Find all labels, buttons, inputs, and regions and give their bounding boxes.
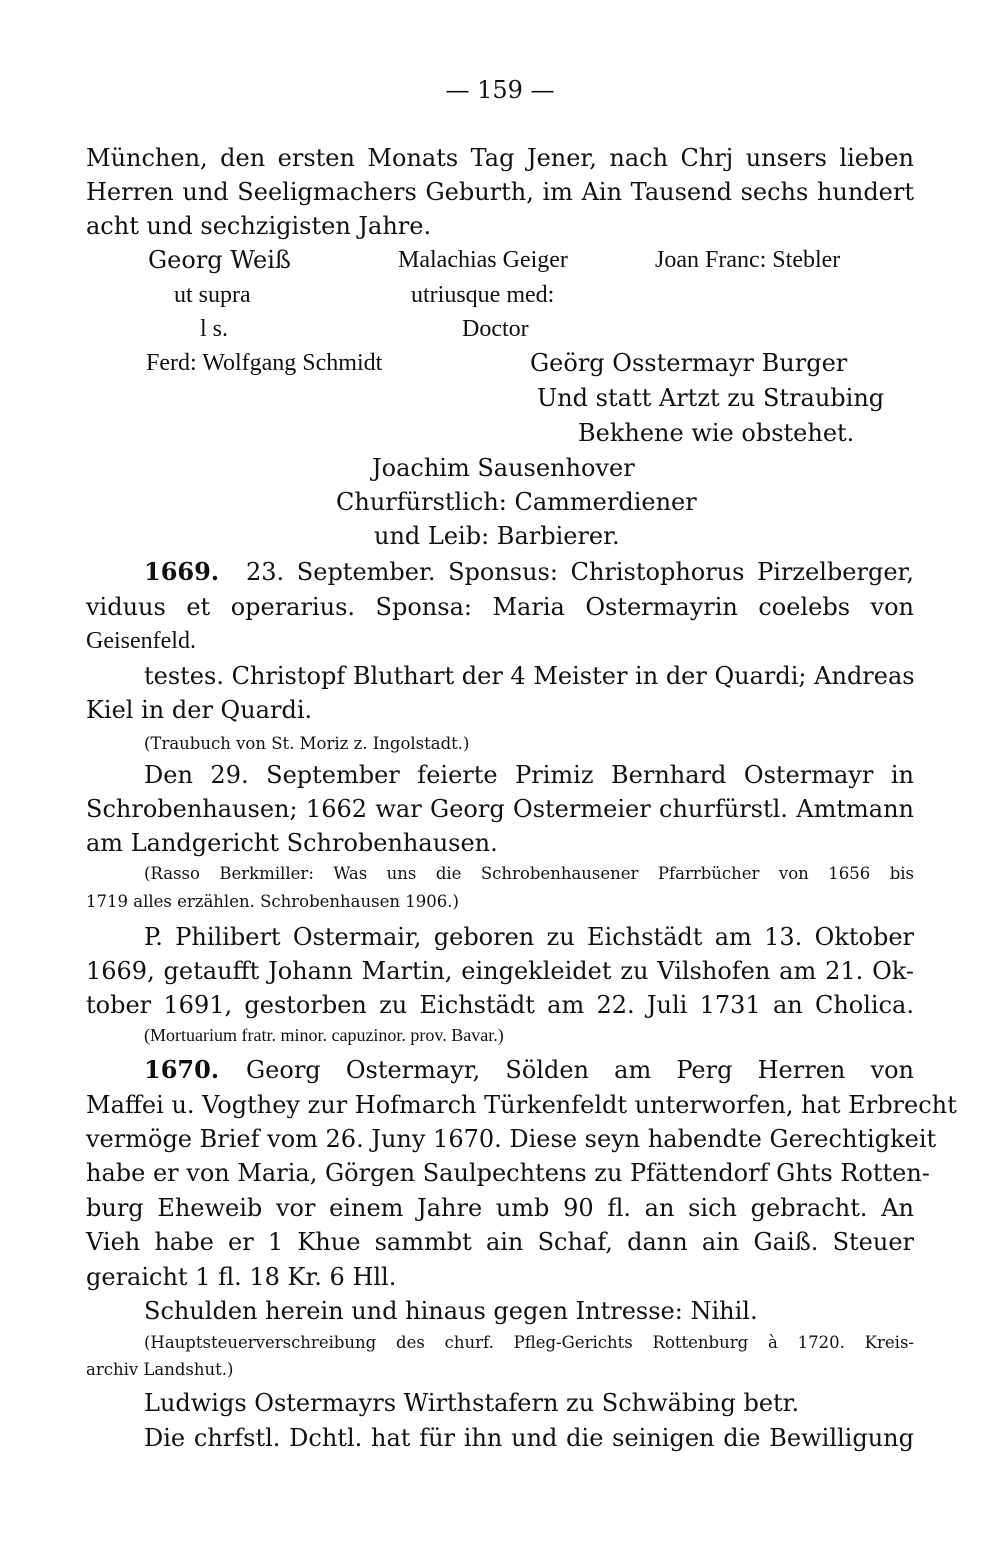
primiz-line-1: Den 29. September feierte Primiz Bernhard Ostermayr in: [144, 761, 914, 789]
entry-1670-line-4: habe er von Maria, Görgen Saulpechtens zu Pfättendorf Ghts Rotten-: [86, 1159, 930, 1187]
intro-line-3: acht und sechzigisten Jahre.: [86, 212, 432, 240]
source-note-2-line-2: 1719 alles erzählen. Schrobenhausen 1906.): [86, 892, 459, 911]
signature-stebler: Joan Franc: Stebler: [655, 247, 841, 273]
philibert-line-3: tober 1691, gestorben zu Eichstädt am 22. Juli 1731 an Cholica.: [86, 991, 914, 1019]
source-note-4-line-2: archiv Landshut.): [86, 1360, 234, 1379]
intro-line-1: München, den ersten Monats Tag Jener, nach Chrj unsers lieben: [86, 144, 914, 172]
signature-sausenhover-line-1: Joachim Sausenhover: [372, 454, 635, 482]
source-note-4-line-1: (Hauptsteuerverschreibung des churf. Pfleg-Gerichts Rottenburg à 1720. Kreis-: [144, 1333, 914, 1352]
signature-ostermayr-line-3: Bekhene wie obstehet.: [578, 419, 855, 447]
intro-line-2: Herren und Seeligmachers Geburth, im Ain Tausend sechs hundert: [86, 178, 914, 206]
source-note-2-line-1: (Rasso Berkmiller: Was uns die Schrobenhausener Pfarrbücher von 1656 bis: [144, 864, 914, 883]
signature-geiger-note: utriusque med:: [411, 282, 555, 308]
philibert-line-1: P. Philibert Ostermair, geboren zu Eichstädt am 13. Oktober: [144, 923, 914, 951]
primiz-line-3: am Landgericht Schrobenhausen.: [86, 829, 498, 857]
entry-1670-line-1: Georg Ostermayr, Sölden am Perg Herren von: [246, 1056, 914, 1084]
signature-sausenhover-line-2: Churfürstlich: Cammerdiener: [336, 488, 697, 516]
signature-geiger-title: Doctor: [462, 316, 529, 342]
witnesses-line-2: Kiel in der Quardi.: [86, 696, 313, 724]
witnesses-line-1: testes. Christopf Bluthart der 4 Meister in der Quardi; Andreas: [144, 662, 915, 690]
entry-1669-line-2: viduus et operarius. Sponsa: Maria Ostermayrin coelebs von: [86, 593, 914, 621]
bewilligung-line-1: Die chrfstl. Dchtl. hat für ihn und die seinigen die Bewilligung: [144, 1424, 914, 1452]
signature-weiss-seal: l s.: [200, 316, 229, 342]
page-number: — 159 —: [445, 76, 555, 104]
philibert-line-2: 1669, getaufft Johann Martin, eingekleidet zu Vilshofen am 21. Ok-: [86, 957, 914, 985]
heading-wirthstafern: Ludwigs Ostermayrs Wirthstafern zu Schwäbing betr.: [144, 1389, 800, 1417]
signature-ostermayr-line-1: Geörg Osstermayr Burger: [530, 349, 848, 377]
signature-ostermayr-line-2: Und statt Artzt zu Straubing: [537, 384, 885, 412]
entry-1670-line-5: burg Eheweib vor einem Jahre umb 90 fl. an sich gebracht. An: [86, 1194, 914, 1222]
signature-weiss-note: ut supra: [174, 282, 251, 308]
source-note-1: (Traubuch von St. Moriz z. Ingolstadt.): [144, 734, 470, 753]
entry-year-1669: 1669.: [144, 557, 220, 586]
signature-schmidt: Ferd: Wolfgang Schmidt: [146, 350, 383, 376]
debts-line: Schulden herein und hinaus gegen Intresse: Nihil.: [144, 1297, 758, 1325]
entry-1670-line-2: Maffei u. Vogthey zur Hofmarch Türkenfeldt unterworfen, hat Erbrecht: [86, 1091, 957, 1119]
source-note-3: (Mortuarium fratr. minor. capuzinor. prov. Bavar.): [144, 1025, 504, 1045]
entry-1669-line-1: 23. September. Sponsus: Christophorus Pirzelberger,: [246, 558, 914, 586]
entry-1669-line-3: Geisenfeld.: [86, 628, 196, 654]
signature-weiss: Georg Weiß: [148, 246, 291, 274]
entry-1670-line-3: vermöge Brief vom 26. Juny 1670. Diese seyn habendte Gerechtigkeit: [86, 1125, 937, 1153]
entry-year-1670: 1670.: [144, 1055, 220, 1084]
entry-1670-line-7: geraicht 1 fl. 18 Kr. 6 Hll.: [86, 1263, 397, 1291]
signature-geiger: Malachias Geiger: [398, 247, 568, 273]
primiz-line-2: Schrobenhausen; 1662 war Georg Ostermeier churfürstl. Amtmann: [86, 795, 914, 823]
entry-1670-line-6: Vieh habe er 1 Khue sammbt ain Schaf, dann ain Gaiß. Steuer: [86, 1228, 914, 1256]
signature-sausenhover-line-3: und Leib: Barbierer.: [374, 522, 620, 550]
